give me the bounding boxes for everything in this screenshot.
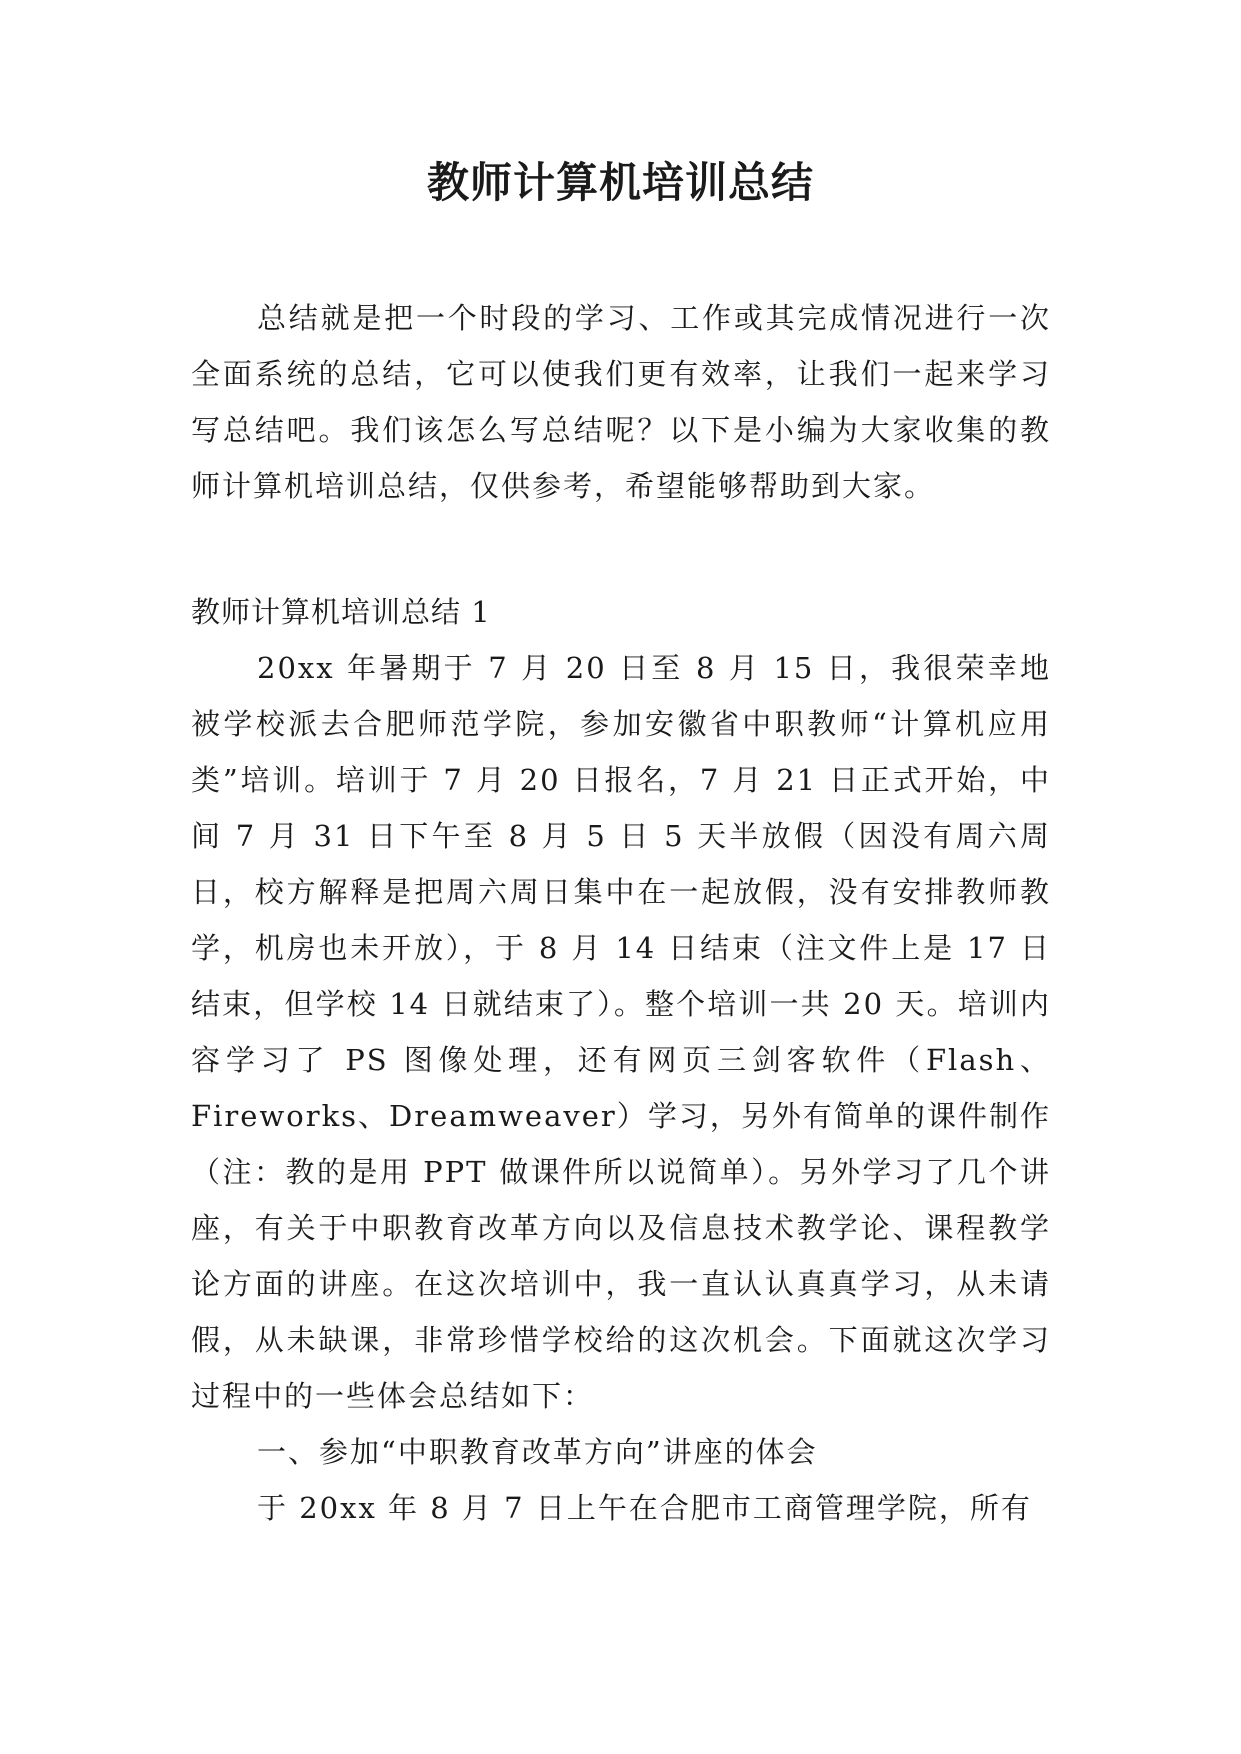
body-paragraph: 于 20xx 年 8 月 7 日上午在合肥市工商管理学院，所有 [257, 1491, 1032, 1525]
intro-paragraph: 总结就是把一个时段的学习、工作或其完成情况进行一次全面系统的总结，它可以使我们更有效率，让我们一起来学习写总结吧。我们该怎么写总结呢？以下是小编为大家收集的教师计算机培训总结，仅供参考，希望能够帮助到大家。 [191, 301, 1051, 503]
document-title: 教师计算机培训总结 [426, 158, 814, 207]
section-heading: 教师计算机培训总结 1 [191, 595, 491, 629]
section-1 [191, 584, 1051, 1536]
subheading-paragraph: 一、参加“中职教育改革方向”讲座的体会 [257, 1435, 818, 1469]
body-paragraph: 20xx 年暑期于 7 月 20 日至 8 月 15 日，我很荣幸地被学校派去合肥师范学院，参加安徽省中职教师“计算机应用类”培训。培训于 7 月 20 日报名，7 月 21 日正式开始，中间 7 月 31 日下午至 8 月 5 日 5 天半放假（因没有周六周日，校方解释是把周六周日集中在一起放假，没有安排教师教学，机房也未开放），于 8 月 14 日结束（注文件上是 17 日结束，但学校 14 日就结束了）。整个培训一共 20 天。培训内容学习了 PS 图像处理，还有网页三剑客软件（Flash、Fireworks、Dreamweaver）学习，另外有简单的课件制作（注：教的是用 PPT 做课件所以说简单）。另外学习了几个讲座，有关于中职教育改革方向以及信息技术教学论、课程教学论方面的讲座。在这次培训中，我一直认认真真学习，从未请假，从未缺课，非常珍惜学校给的这次机会。下面就这次学习过程中的一些体会总结如下： [191, 651, 1051, 1413]
